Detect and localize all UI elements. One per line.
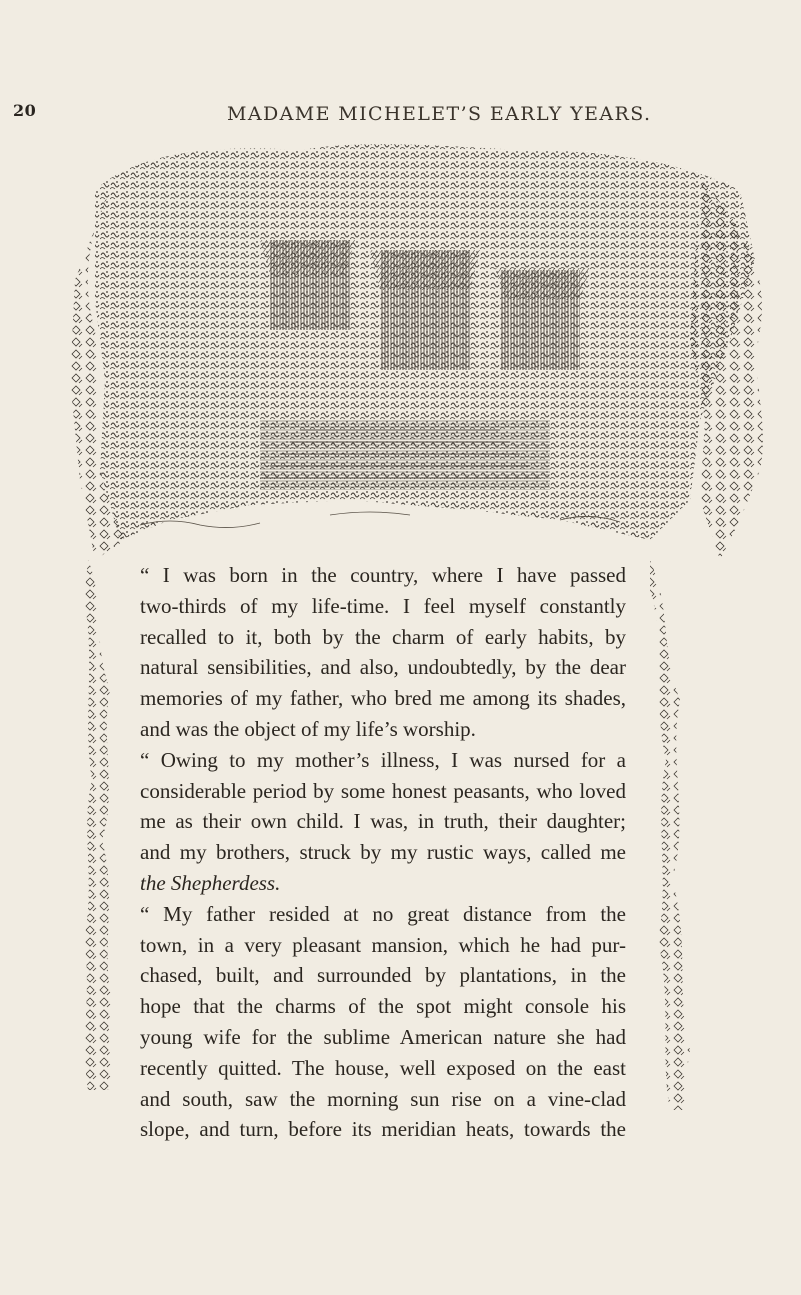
text-line: “ Owing to my mother’s illness, I was nursed for a bbox=[140, 747, 626, 772]
page-number: 20 bbox=[13, 101, 37, 120]
text-line: young wife for the sublime American nature she had bbox=[140, 1024, 626, 1049]
text-line: “ I was born in the country, where I have passed bbox=[140, 563, 626, 587]
text-line: me as their own child. I was, in truth, their daughter; bbox=[140, 809, 626, 834]
text-line: town, in a very pleasant mansion, which he had pur- bbox=[140, 932, 626, 957]
text-line: “ My father resided at no great distance from the bbox=[140, 901, 626, 926]
text-line: chased, built, and surrounded by plantations, in the bbox=[140, 963, 626, 988]
text-line: two-thirds of my life-time. I feel myself constantly bbox=[140, 593, 626, 618]
running-head: MADAME MICHELET’S EARLY YEARS. bbox=[227, 103, 652, 125]
text-line: the Shepherdess. bbox=[140, 870, 281, 895]
text-line: recalled to it, both by the charm of early habits, by bbox=[140, 624, 626, 649]
text-line: considerable period by some honest peasants, who loved bbox=[140, 778, 626, 803]
text-line: memories of my father, who bred me among its shades, bbox=[140, 686, 626, 711]
text-line: hope that the charms of the spot might console his bbox=[140, 994, 626, 1019]
text-line: recently quitted. The house, well exposed on the east bbox=[140, 1055, 626, 1080]
text-line: natural sensibilities, and also, undoubtedly, by the dear bbox=[140, 655, 626, 680]
text-line: and was the object of my life’s worship. bbox=[140, 716, 476, 741]
text-line: and my brothers, struck by my rustic ways, called me bbox=[140, 840, 626, 865]
text-line: and south, saw the morning sun rise on a vine-clad bbox=[140, 1086, 626, 1111]
text-line: slope, and turn, before its meridian heats, towards the bbox=[140, 1117, 626, 1142]
body-text bbox=[140, 560, 626, 1145]
